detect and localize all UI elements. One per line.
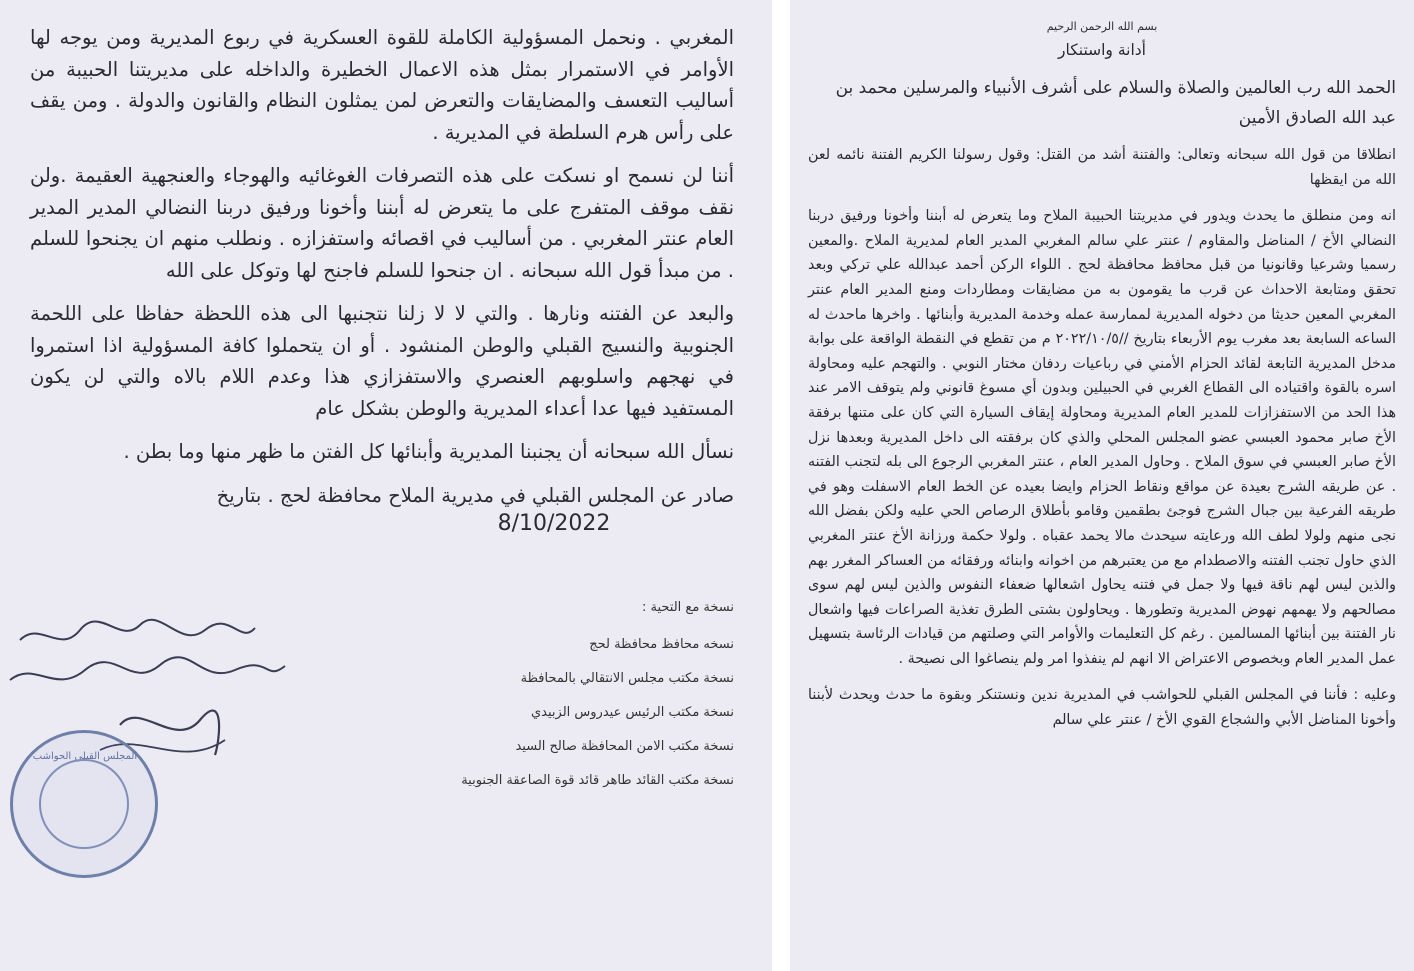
copy-item: نسخه محافظ محافظة لحج bbox=[589, 637, 734, 652]
document-page-right bbox=[790, 0, 1414, 971]
copies-header: نسخة مع التحية : bbox=[641, 600, 734, 615]
document-title: أدانة واستنكار bbox=[1058, 41, 1146, 59]
left-paragraph-4: نسأل الله سبحانه أن يجنبنا المديرية وأبنائها كل الفتن ما ظهر منها وما بطن . bbox=[123, 440, 734, 463]
stamp-emblem bbox=[39, 759, 129, 849]
copy-item: نسخة مكتب مجلس الانتقالي بالمحافظة bbox=[520, 671, 734, 686]
left-paragraph-2: أننا لن نسمح او نسكت على هذه التصرفات الغوغائيه والهوجاء والعنجهية العقيمة .ولن نقف موقف المتفرج على ما يتعرض له أبننا وأخونا ورفيق دربنا النضالي المدير المدير العام عنتر المغربي . من أساليب في اقصائه واستفزازه . ونطلب منهم ان يجنحوا للسلم . من مبدأ قول الله سبحانه . ان جنحوا للسلم فاجنح لها وتوكل على الله bbox=[30, 164, 734, 282]
issued-statement: صادر عن المجلس القبلي في مديرية الملاح محافظة لحج . بتاريخ bbox=[216, 483, 734, 507]
copy-item: نسخة مكتب الرئيس عيدروس الزبيدي bbox=[530, 705, 734, 720]
copies-list bbox=[374, 600, 734, 807]
copy-item: نسخة مكتب الامن المحافظة صالح السيد bbox=[515, 739, 734, 754]
right-paragraph-1: انطلاقا من قول الله سبحانه وتعالى: والفتنة أشد من القتل: وقول رسولنا الكريم الفتنة نائمه لعن الله من ايقظها bbox=[808, 147, 1396, 188]
basmala: بسم الله الرحمن الرحيم bbox=[1046, 20, 1158, 33]
left-paragraph-1: المغربي . ونحمل المسؤولية الكاملة للقوة العسكرية في ربوع المديرية ومن يوجه لها الأوامر في الاستمرار بمثل هذه الاعمال الخطيرة والداخله على مديريتنا الحبيبة من أساليب التعسف والمضايقات والتعرض لمن يمثلون النظام والقانون والدولة . ومن يقف على رأس هرم السلطة في المديرية . bbox=[30, 26, 734, 144]
right-paragraph-3: وعليه : فأننا في المجلس القبلي للحواشب في المديرية ندين ونستنكر وبقوة ما حدث ويحدث لأبننا وأخونا المناضل الأبي والشجاع القوي الأخ / عنتر علي سالم bbox=[808, 687, 1396, 729]
opening-praise: الحمد الله رب العالمين والصلاة والسلام على أشرف الأنبياء والمرسلين محمد بن عبد الله الصادق الأمين bbox=[835, 78, 1396, 128]
left-paragraph-3: والبعد عن الفتنه ونارها . والتي لا لا زلنا نتجنبها الى هذه اللحظة حفاظا على اللحمة الجنوبية والنسيج القبلي والوطن المنشود . أو ان يتحملوا كافة المسؤولية اذا استمروا في نهجهم واسلوبهم العنصري والاستفزازي هذا وعدم اللام بالاه والتي لن يكون المستفيد فيها عدا أعداء المديرية والوطن بشكل عام bbox=[30, 302, 734, 420]
stamp-text: المجلس القبلي الحواشب bbox=[32, 751, 138, 762]
copy-item: نسخة مكتب القائد طاهر قائد قوة الصاعقة الجنوبية bbox=[461, 773, 734, 788]
official-stamp bbox=[10, 730, 158, 878]
issue-date: 8/10/2022 bbox=[497, 510, 611, 536]
right-paragraph-2: انه ومن منطلق ما يحدث ويدور في مديريتنا الحبيبة الملاح وما يتعرض له أبننا وأخونا ورفيق دربنا النضالي الأخ / المناضل والمقاوم / عنتر علي سالم المغربي المدير العام لمديرية الملاح .والمعين رسميا وشرعيا وقانونيا من قبل محافظ محافظة لحج . اللواء الركن أحمد عبدالله علي تركي وبعد تحقق ومتابعة الاحداث عن قرب ما يقومون به من مضايقات ومطاردات ومنع المدير العام عنتر المغربي المعين حديثا من دخوله المديرية لممارسة عمله وخدمة المديرية وأبنائها . واخرها ماحدث له الساعه السابعة بعد مغرب يوم الأربعاء بتاريخ //٢٠٢٢/١٠/٥ م من تقطع في النقطة الواقعة على بوابة مدخل المديرية التابعة لقائد الحزام الأمني في رباعيات ردفان مختار النوبي . والتهجم عليه ومحاولة اسره بالقوة واقتياده الى القطاع الغربي في الحبيلين وبدون أي مسوغ قانوني ولم يتوقف الامر عند هذا الحد من الاستفزازات للمدير العام المديرية ومحاولة إيقاف السيارة التي كان على متنها برفقة الأخ صابر محمود العبسي عضو المجلس المحلي والذي كان برفقته الى داخل المديرية وبعدها نزل الأخ صابر العبسي في سوق الملاح . وحاول المدير العام ، عنتر المغربي الرجوع الى بله لتجنب الفتنه . عن طريقه الشرج بعيدة عن مواقع ونقاط الحزام وايضا بعيده عن الخط العام الاسفلت وهو في طريقه الفرعية بين جبال الشرج فوجئ بطقمين وقامو بأطلاق الرصاص الحي عليه ولكن بفضل الله نجى منهم ولولا لطف الله ورعايته سيحدث مالا يحمد عقباه . ولولا حكمة ورزانة الأخ عنتر المغربي الذي حاول تجنب الفتنه والاصطدام مع من يعتبرهم من اخوانه وابنائه ورفقائه من العساكر المغرر بهم والذين ليس لهم ناقة فيها ولا جمل في فتنه يحاول اشعالها ضعفاء النفوس والذين ليس لهم سوى مصالحهم ولا يهمهم نهوض المديرية وتطورها . ويحاولون بشتى الطرق تغذية الصراعات فيها واشعال نار الفتنة بين أبنائها المسالمين . رغم كل التعليمات والأوامر التي وصلتهم من قيادات الرئاسة بتسهيل عمل المدير العام وبخصوص الاعتراض الا انهم لم ينفذوا امر ولم ينصاغوا الى نصيحة . bbox=[808, 208, 1397, 667]
signature-area bbox=[0, 600, 300, 971]
